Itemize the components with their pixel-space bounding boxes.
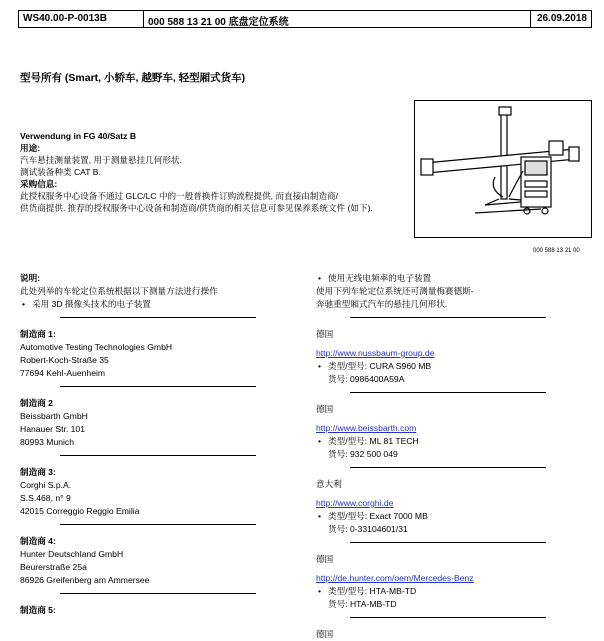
- manufacturer-4-label: 制造商 4:: [20, 536, 56, 546]
- manufacturer-3-street: S.S.468, n° 9: [20, 493, 71, 503]
- type-line: 型号所有 (Smart, 小轿车, 越野车, 轻型厢式货车): [20, 72, 246, 84]
- manufacturer-4-order: 货号: HTA-MB-TD: [328, 599, 397, 609]
- separator: [350, 317, 546, 318]
- use-line-2: 测试装备种类 CAT B.: [20, 167, 101, 177]
- manufacturer-1-city: 77694 Kehl-Auenheim: [20, 368, 106, 378]
- manufacturer-1-link[interactable]: http://www.nussbaum-group.de: [316, 348, 435, 358]
- manufacturer-2-name: Beissbarth GmbH: [20, 411, 88, 421]
- use-line-1: 汽车悬挂测量装置, 用于测量悬挂几何形状.: [20, 155, 182, 165]
- manufacturer-4-city: 86926 Greifenberg am Ammersee: [20, 575, 150, 585]
- manufacturer-1-street: Robert-Koch-Straße 35: [20, 355, 109, 365]
- manufacturer-4-country: 德国: [316, 554, 334, 564]
- manufacturer-2-city: 80993 Munich: [20, 437, 74, 447]
- separator: [60, 317, 256, 318]
- manufacturer-2-label: 制造商 2: [20, 398, 53, 408]
- manufacturer-2-country: 德国: [316, 404, 334, 414]
- purchase-label: 采购信息:: [20, 179, 58, 189]
- separator: [60, 455, 256, 456]
- purchase-line-2: 供货商提供. 推荐的授权服务中心设备和制造商/供货商的相关信息可参见保养系统文件 (如下).: [20, 203, 373, 213]
- notes-bullet-1: • 采用 3D 摄像头技术的电子装置: [20, 298, 280, 311]
- usage-section: [20, 130, 400, 214]
- left-column: [20, 272, 280, 617]
- equipment-figure: [414, 100, 592, 238]
- manufacturer-3-link[interactable]: http://www.corghi.de: [316, 498, 394, 508]
- doc-date: 26.09.2018: [536, 13, 587, 24]
- purchase-line-1: 此授权服务中心设备不通过 GLC/LC 中的一般普换件订购流程提供, 而直接由制造商/: [20, 191, 338, 201]
- separator: [60, 593, 256, 594]
- manufacturer-3-label: 制造商 3:: [20, 467, 56, 477]
- manufacturer-4-name: Hunter Deutschland GmbH: [20, 549, 124, 559]
- notes-line-3: 奔驰重型厢式汽车的悬挂几何形状.: [316, 299, 448, 309]
- wheel-alignment-system-image: [415, 101, 591, 237]
- manufacturer-3-name: Corghi S.p.A.: [20, 480, 72, 490]
- notes-line-2: 使用下列车轮定位系统还可测量梅赛德斯-: [316, 286, 474, 296]
- use-label: 用途:: [20, 143, 41, 153]
- manufacturer-4-type: • 类型/型号: HTA-MB-TD: [316, 585, 592, 598]
- manufacturer-2-type: • 类型/型号: ML 81 TECH: [316, 435, 592, 448]
- manufacturer-4-link[interactable]: http://de.hunter.com/oem/Mercedes-Benz: [316, 573, 474, 583]
- usage-heading: Verwendung in FG 40/Satz B: [20, 131, 137, 141]
- manufacturer-3-type: • 类型/型号: Exact 7000 MB: [316, 510, 592, 523]
- right-column: [316, 272, 592, 641]
- separator: [60, 386, 256, 387]
- manufacturer-4-street: Beurerstraße 25a: [20, 562, 87, 572]
- manufacturer-1-name: Automotive Testing Technologies GmbH: [20, 342, 173, 352]
- manufacturer-3-country: 意大利: [316, 479, 342, 489]
- manufacturer-3-city: 42015 Correggio Reggio Emilia: [20, 506, 140, 516]
- manufacturer-1-order: 货号: 0986400A59A: [328, 374, 405, 384]
- manufacturer-1-label: 制造商 1:: [20, 329, 56, 339]
- doc-title: 000 588 13 21 00 底盘定位系统: [144, 11, 531, 27]
- separator: [350, 617, 546, 618]
- notes-line-1: 此处列举的车轮定位系统根据以下测量方法进行操作: [20, 286, 218, 296]
- doc-id: WS40.00-P-0013B: [19, 11, 144, 27]
- manufacturer-2-link[interactable]: http://www.beissbarth.com: [316, 423, 417, 433]
- separator: [350, 467, 546, 468]
- manufacturer-5-country: 德国: [316, 629, 334, 639]
- manufacturer-5-label: 制造商 5:: [20, 605, 56, 615]
- manufacturer-3-order: 货号: 0-33104601/31: [328, 524, 408, 534]
- notes-label: 说明:: [20, 273, 41, 283]
- manufacturer-1-type: • 类型/型号: CURA S960 MB: [316, 360, 592, 373]
- separator: [60, 524, 256, 525]
- manufacturer-2-order: 货号: 932 500 049: [328, 449, 398, 459]
- notes-bullet-2: • 使用无线电频率的电子装置: [316, 272, 592, 285]
- manufacturer-1-country: 德国: [316, 329, 334, 339]
- manufacturer-2-street: Hanauer Str. 101: [20, 424, 85, 434]
- separator: [350, 542, 546, 543]
- separator: [350, 392, 546, 393]
- figure-caption: 000 588 13 21 00: [533, 248, 580, 254]
- document-header: [18, 10, 592, 28]
